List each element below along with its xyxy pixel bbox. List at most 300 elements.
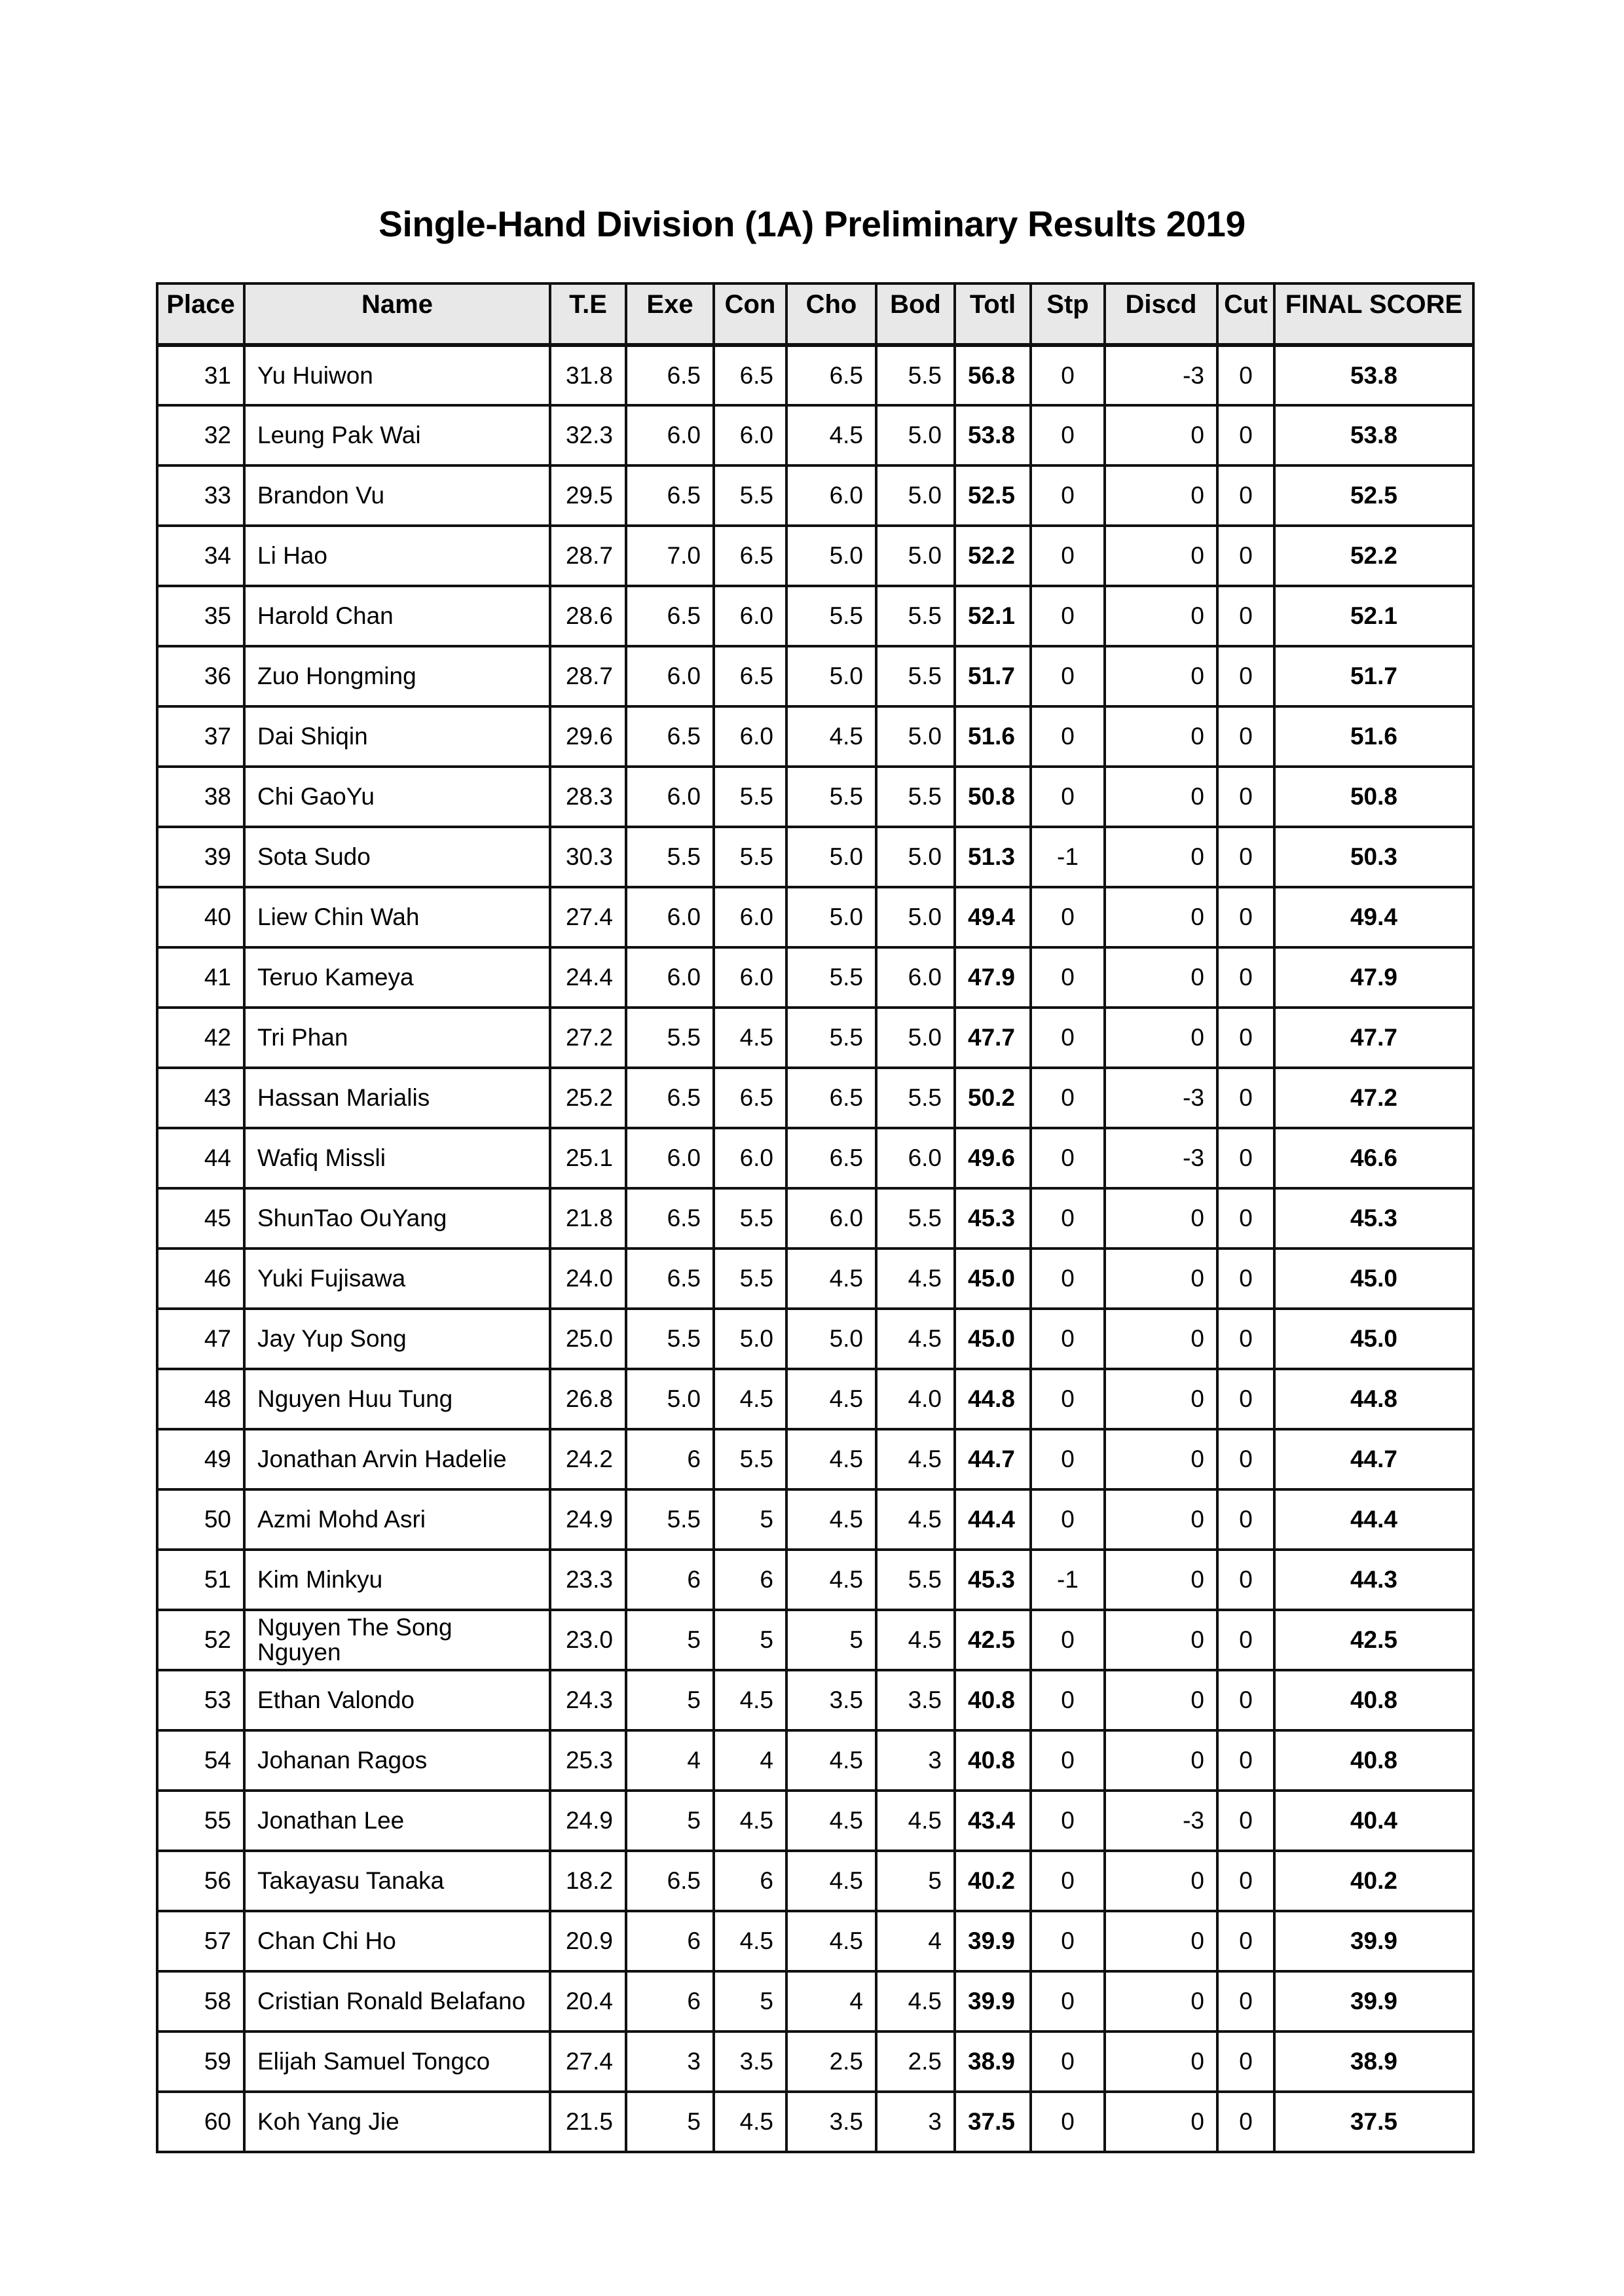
name-cell: Elijah Samuel Tongco [244,2032,550,2092]
final-score-cell: 52.1 [1274,586,1473,646]
te-cell: 25.0 [550,1309,626,1369]
cho-cell: 5 [786,1610,876,1670]
name-cell: Koh Yang Jie [244,2092,550,2152]
discd-cell: 0 [1105,526,1217,586]
con-cell: 4.5 [714,2092,786,2152]
name-cell: Takayasu Tanaka [244,1851,550,1911]
cut-cell: 0 [1217,1610,1274,1670]
bod-cell: 5.0 [876,465,955,526]
te-cell: 25.3 [550,1730,626,1791]
cut-cell: 0 [1217,646,1274,706]
bod-cell: 2.5 [876,2032,955,2092]
place-cell: 53 [157,1670,244,1730]
totl-cell: 47.7 [955,1008,1031,1068]
totl-cell: 44.7 [955,1429,1031,1489]
place-cell: 33 [157,465,244,526]
final-score-cell: 47.2 [1274,1068,1473,1128]
con-cell: 6.0 [714,586,786,646]
table-row [157,1309,1473,1369]
exe-cell: 6.0 [626,887,714,947]
bod-cell: 5.5 [876,646,955,706]
table-row [157,2092,1473,2152]
con-cell: 5.5 [714,1188,786,1248]
bod-cell: 5.0 [876,827,955,887]
cut-cell: 0 [1217,1188,1274,1248]
bod-cell: 5.5 [876,767,955,827]
final-score-cell: 52.2 [1274,526,1473,586]
te-cell: 21.8 [550,1188,626,1248]
place-cell: 52 [157,1610,244,1670]
final-score-cell: 50.8 [1274,767,1473,827]
name-cell: Jonathan Lee [244,1791,550,1851]
stp-cell: 0 [1031,646,1105,706]
te-cell: 28.7 [550,646,626,706]
final-score-cell: 37.5 [1274,2092,1473,2152]
exe-cell: 6.5 [626,706,714,767]
discd-cell: 0 [1105,1429,1217,1489]
stp-cell: -1 [1031,1550,1105,1610]
name-cell: Zuo Hongming [244,646,550,706]
bod-cell: 6.0 [876,1128,955,1188]
cho-cell: 6.0 [786,1188,876,1248]
bod-cell: 4 [876,1911,955,1971]
bod-cell: 4.5 [876,1429,955,1489]
place-cell: 50 [157,1489,244,1550]
bod-cell: 6.0 [876,947,955,1008]
cho-cell: 4 [786,1971,876,2032]
final-score-cell: 47.7 [1274,1008,1473,1068]
exe-cell: 5 [626,1791,714,1851]
stp-cell: 0 [1031,887,1105,947]
cho-cell: 4.5 [786,1791,876,1851]
stp-cell: 0 [1031,1128,1105,1188]
con-cell: 4.5 [714,1369,786,1429]
column-header-stp: Stp [1031,283,1105,345]
place-cell: 51 [157,1550,244,1610]
te-cell: 31.8 [550,345,626,405]
place-cell: 42 [157,1008,244,1068]
final-score-cell: 44.4 [1274,1489,1473,1550]
cut-cell: 0 [1217,405,1274,465]
con-cell: 4.5 [714,1911,786,1971]
table-row [157,1369,1473,1429]
con-cell: 6.0 [714,706,786,767]
discd-cell: -3 [1105,1068,1217,1128]
cho-cell: 5.0 [786,526,876,586]
totl-cell: 47.9 [955,947,1031,1008]
exe-cell: 6 [626,1550,714,1610]
bod-cell: 4.5 [876,1248,955,1309]
te-cell: 28.6 [550,586,626,646]
totl-cell: 39.9 [955,1971,1031,2032]
con-cell: 6.5 [714,646,786,706]
cho-cell: 5.5 [786,586,876,646]
cut-cell: 0 [1217,1911,1274,1971]
stp-cell: -1 [1031,827,1105,887]
stp-cell: 0 [1031,2092,1105,2152]
cho-cell: 5.5 [786,1008,876,1068]
totl-cell: 39.9 [955,1911,1031,1971]
place-cell: 40 [157,887,244,947]
cho-cell: 4.5 [786,1851,876,1911]
bod-cell: 4.5 [876,1610,955,1670]
con-cell: 6.0 [714,947,786,1008]
cho-cell: 3.5 [786,1670,876,1730]
stp-cell: 0 [1031,1971,1105,2032]
place-cell: 54 [157,1730,244,1791]
cut-cell: 0 [1217,706,1274,767]
cho-cell: 4.5 [786,1730,876,1791]
bod-cell: 4.5 [876,1791,955,1851]
name-cell: Liew Chin Wah [244,887,550,947]
totl-cell: 53.8 [955,405,1031,465]
bod-cell: 5.0 [876,706,955,767]
table-row [157,1670,1473,1730]
table-row [157,1610,1473,1670]
te-cell: 18.2 [550,1851,626,1911]
te-cell: 24.4 [550,947,626,1008]
con-cell: 6.0 [714,1128,786,1188]
exe-cell: 3 [626,2032,714,2092]
con-cell: 5 [714,1489,786,1550]
te-cell: 24.0 [550,1248,626,1309]
stp-cell: 0 [1031,1730,1105,1791]
te-cell: 28.3 [550,767,626,827]
cho-cell: 6.0 [786,465,876,526]
cut-cell: 0 [1217,1670,1274,1730]
table-row [157,345,1473,405]
column-header-exe: Exe [626,283,714,345]
totl-cell: 43.4 [955,1791,1031,1851]
place-cell: 45 [157,1188,244,1248]
cut-cell: 0 [1217,1128,1274,1188]
cho-cell: 5.0 [786,1309,876,1369]
con-cell: 5 [714,1971,786,2032]
bod-cell: 5.5 [876,586,955,646]
stp-cell: 0 [1031,1911,1105,1971]
discd-cell: -3 [1105,1791,1217,1851]
bod-cell: 5.5 [876,1188,955,1248]
name-cell: Azmi Mohd Asri [244,1489,550,1550]
table-row [157,465,1473,526]
cut-cell: 0 [1217,526,1274,586]
column-header-cut: Cut [1217,283,1274,345]
discd-cell: 0 [1105,1008,1217,1068]
exe-cell: 6.5 [626,586,714,646]
exe-cell: 6.5 [626,465,714,526]
place-cell: 47 [157,1309,244,1369]
cho-cell: 5.0 [786,827,876,887]
te-cell: 25.2 [550,1068,626,1128]
stp-cell: 0 [1031,1188,1105,1248]
discd-cell: 0 [1105,1550,1217,1610]
totl-cell: 45.3 [955,1550,1031,1610]
totl-cell: 45.0 [955,1309,1031,1369]
place-cell: 37 [157,706,244,767]
place-cell: 59 [157,2032,244,2092]
cut-cell: 0 [1217,947,1274,1008]
te-cell: 24.2 [550,1429,626,1489]
con-cell: 6.5 [714,526,786,586]
table-row [157,1248,1473,1309]
stp-cell: 0 [1031,706,1105,767]
con-cell: 6 [714,1851,786,1911]
discd-cell: 0 [1105,1369,1217,1429]
cut-cell: 0 [1217,887,1274,947]
table-header [157,283,1473,345]
final-score-cell: 40.8 [1274,1730,1473,1791]
column-header-te: T.E [550,283,626,345]
table-row [157,1971,1473,2032]
bod-cell: 5.0 [876,526,955,586]
bod-cell: 5.0 [876,1008,955,1068]
totl-cell: 52.1 [955,586,1031,646]
con-cell: 5.5 [714,827,786,887]
cho-cell: 6.5 [786,345,876,405]
cho-cell: 5.5 [786,947,876,1008]
name-cell: Dai Shiqin [244,706,550,767]
te-cell: 24.9 [550,1489,626,1550]
discd-cell: 0 [1105,1911,1217,1971]
totl-cell: 50.8 [955,767,1031,827]
cut-cell: 0 [1217,345,1274,405]
exe-cell: 5.5 [626,1008,714,1068]
exe-cell: 5.5 [626,827,714,887]
final-score-cell: 46.6 [1274,1128,1473,1188]
discd-cell: 0 [1105,947,1217,1008]
exe-cell: 6.5 [626,1068,714,1128]
column-header-final-score: FINAL SCORE [1274,283,1473,345]
bod-cell: 4.5 [876,1489,955,1550]
place-cell: 31 [157,345,244,405]
exe-cell: 5.0 [626,1369,714,1429]
place-cell: 34 [157,526,244,586]
discd-cell: 0 [1105,586,1217,646]
table-row [157,1008,1473,1068]
final-score-cell: 40.4 [1274,1791,1473,1851]
final-score-cell: 45.0 [1274,1248,1473,1309]
con-cell: 5.5 [714,1429,786,1489]
final-score-cell: 50.3 [1274,827,1473,887]
con-cell: 5.0 [714,1309,786,1369]
name-cell: Jay Yup Song [244,1309,550,1369]
discd-cell: 0 [1105,887,1217,947]
te-cell: 24.9 [550,1791,626,1851]
place-cell: 35 [157,586,244,646]
cut-cell: 0 [1217,1369,1274,1429]
exe-cell: 6 [626,1971,714,2032]
cut-cell: 0 [1217,1851,1274,1911]
exe-cell: 6.0 [626,405,714,465]
name-cell: Johanan Ragos [244,1730,550,1791]
cut-cell: 0 [1217,1008,1274,1068]
bod-cell: 5.5 [876,345,955,405]
te-cell: 20.4 [550,1971,626,2032]
discd-cell: 0 [1105,1248,1217,1309]
stp-cell: 0 [1031,767,1105,827]
te-cell: 24.3 [550,1670,626,1730]
discd-cell: 0 [1105,465,1217,526]
name-cell: Chan Chi Ho [244,1911,550,1971]
con-cell: 5.5 [714,767,786,827]
final-score-cell: 52.5 [1274,465,1473,526]
table-row [157,887,1473,947]
discd-cell: 0 [1105,1610,1217,1670]
final-score-cell: 45.3 [1274,1188,1473,1248]
con-cell: 6.5 [714,1068,786,1128]
table-row [157,1550,1473,1610]
bod-cell: 5.5 [876,1068,955,1128]
exe-cell: 5 [626,1610,714,1670]
totl-cell: 49.6 [955,1128,1031,1188]
column-header-con: Con [714,283,786,345]
cut-cell: 0 [1217,1248,1274,1309]
place-cell: 49 [157,1429,244,1489]
place-cell: 56 [157,1851,244,1911]
final-score-cell: 44.7 [1274,1429,1473,1489]
name-cell: Jonathan Arvin Hadelie [244,1429,550,1489]
bod-cell: 4.5 [876,1971,955,2032]
column-header-bod: Bod [876,283,955,345]
exe-cell: 5.5 [626,1309,714,1369]
place-cell: 60 [157,2092,244,2152]
exe-cell: 6.5 [626,1851,714,1911]
cho-cell: 3.5 [786,2092,876,2152]
con-cell: 5.5 [714,465,786,526]
te-cell: 23.0 [550,1610,626,1670]
discd-cell: 0 [1105,767,1217,827]
totl-cell: 51.6 [955,706,1031,767]
name-cell: Ethan Valondo [244,1670,550,1730]
discd-cell: 0 [1105,1188,1217,1248]
final-score-cell: 38.9 [1274,2032,1473,2092]
cut-cell: 0 [1217,1730,1274,1791]
cho-cell: 5.0 [786,646,876,706]
place-cell: 36 [157,646,244,706]
cut-cell: 0 [1217,2092,1274,2152]
totl-cell: 45.3 [955,1188,1031,1248]
name-cell: Nguyen The Song Nguyen [244,1610,550,1670]
cho-cell: 4.5 [786,1248,876,1309]
discd-cell: 0 [1105,1851,1217,1911]
discd-cell: 0 [1105,2032,1217,2092]
place-cell: 38 [157,767,244,827]
te-cell: 28.7 [550,526,626,586]
final-score-cell: 51.7 [1274,646,1473,706]
table-row [157,526,1473,586]
table-row [157,405,1473,465]
page-title: Single-Hand Division (1A) Preliminary Results 2019 [378,204,1246,244]
totl-cell: 51.3 [955,827,1031,887]
stp-cell: 0 [1031,947,1105,1008]
discd-cell: 0 [1105,405,1217,465]
exe-cell: 5.5 [626,1489,714,1550]
cut-cell: 0 [1217,586,1274,646]
cut-cell: 0 [1217,1971,1274,2032]
name-cell: Tri Phan [244,1008,550,1068]
table-row [157,706,1473,767]
place-cell: 41 [157,947,244,1008]
exe-cell: 7.0 [626,526,714,586]
cut-cell: 0 [1217,767,1274,827]
exe-cell: 6.5 [626,1248,714,1309]
column-header-discd: Discd [1105,283,1217,345]
discd-cell: -3 [1105,345,1217,405]
discd-cell: 0 [1105,1670,1217,1730]
te-cell: 30.3 [550,827,626,887]
table-row [157,1911,1473,1971]
exe-cell: 6 [626,1429,714,1489]
final-score-cell: 53.8 [1274,345,1473,405]
stp-cell: 0 [1031,1670,1105,1730]
discd-cell: 0 [1105,2092,1217,2152]
cho-cell: 6.5 [786,1068,876,1128]
con-cell: 5 [714,1610,786,1670]
te-cell: 25.1 [550,1128,626,1188]
name-cell: Sota Sudo [244,827,550,887]
cut-cell: 0 [1217,2032,1274,2092]
final-score-cell: 40.8 [1274,1670,1473,1730]
discd-cell: 0 [1105,646,1217,706]
stp-cell: 0 [1031,345,1105,405]
name-cell: Brandon Vu [244,465,550,526]
cho-cell: 4.5 [786,1911,876,1971]
place-cell: 55 [157,1791,244,1851]
con-cell: 4 [714,1730,786,1791]
name-cell: Yuki Fujisawa [244,1248,550,1309]
stp-cell: 0 [1031,1429,1105,1489]
te-cell: 23.3 [550,1550,626,1610]
table-row [157,1068,1473,1128]
header-row [157,283,1473,345]
con-cell: 4.5 [714,1008,786,1068]
totl-cell: 44.8 [955,1369,1031,1429]
table-row [157,586,1473,646]
table-row [157,1489,1473,1550]
te-cell: 21.5 [550,2092,626,2152]
name-cell: Harold Chan [244,586,550,646]
discd-cell: 0 [1105,827,1217,887]
cut-cell: 0 [1217,1791,1274,1851]
totl-cell: 40.8 [955,1730,1031,1791]
exe-cell: 5 [626,2092,714,2152]
te-cell: 27.4 [550,2032,626,2092]
table-row [157,827,1473,887]
stp-cell: 0 [1031,405,1105,465]
exe-cell: 6.0 [626,947,714,1008]
te-cell: 29.5 [550,465,626,526]
bod-cell: 5.0 [876,887,955,947]
cut-cell: 0 [1217,1068,1274,1128]
te-cell: 20.9 [550,1911,626,1971]
discd-cell: 0 [1105,1489,1217,1550]
cho-cell: 5.5 [786,767,876,827]
final-score-cell: 51.6 [1274,706,1473,767]
discd-cell: -3 [1105,1128,1217,1188]
table-row [157,1730,1473,1791]
name-cell: Chi GaoYu [244,767,550,827]
exe-cell: 6.5 [626,1188,714,1248]
final-score-cell: 44.3 [1274,1550,1473,1610]
con-cell: 6 [714,1550,786,1610]
cut-cell: 0 [1217,1309,1274,1369]
stp-cell: 0 [1031,586,1105,646]
stp-cell: 0 [1031,526,1105,586]
cho-cell: 4.5 [786,1369,876,1429]
bod-cell: 3.5 [876,1670,955,1730]
name-cell: ShunTao OuYang [244,1188,550,1248]
place-cell: 46 [157,1248,244,1309]
